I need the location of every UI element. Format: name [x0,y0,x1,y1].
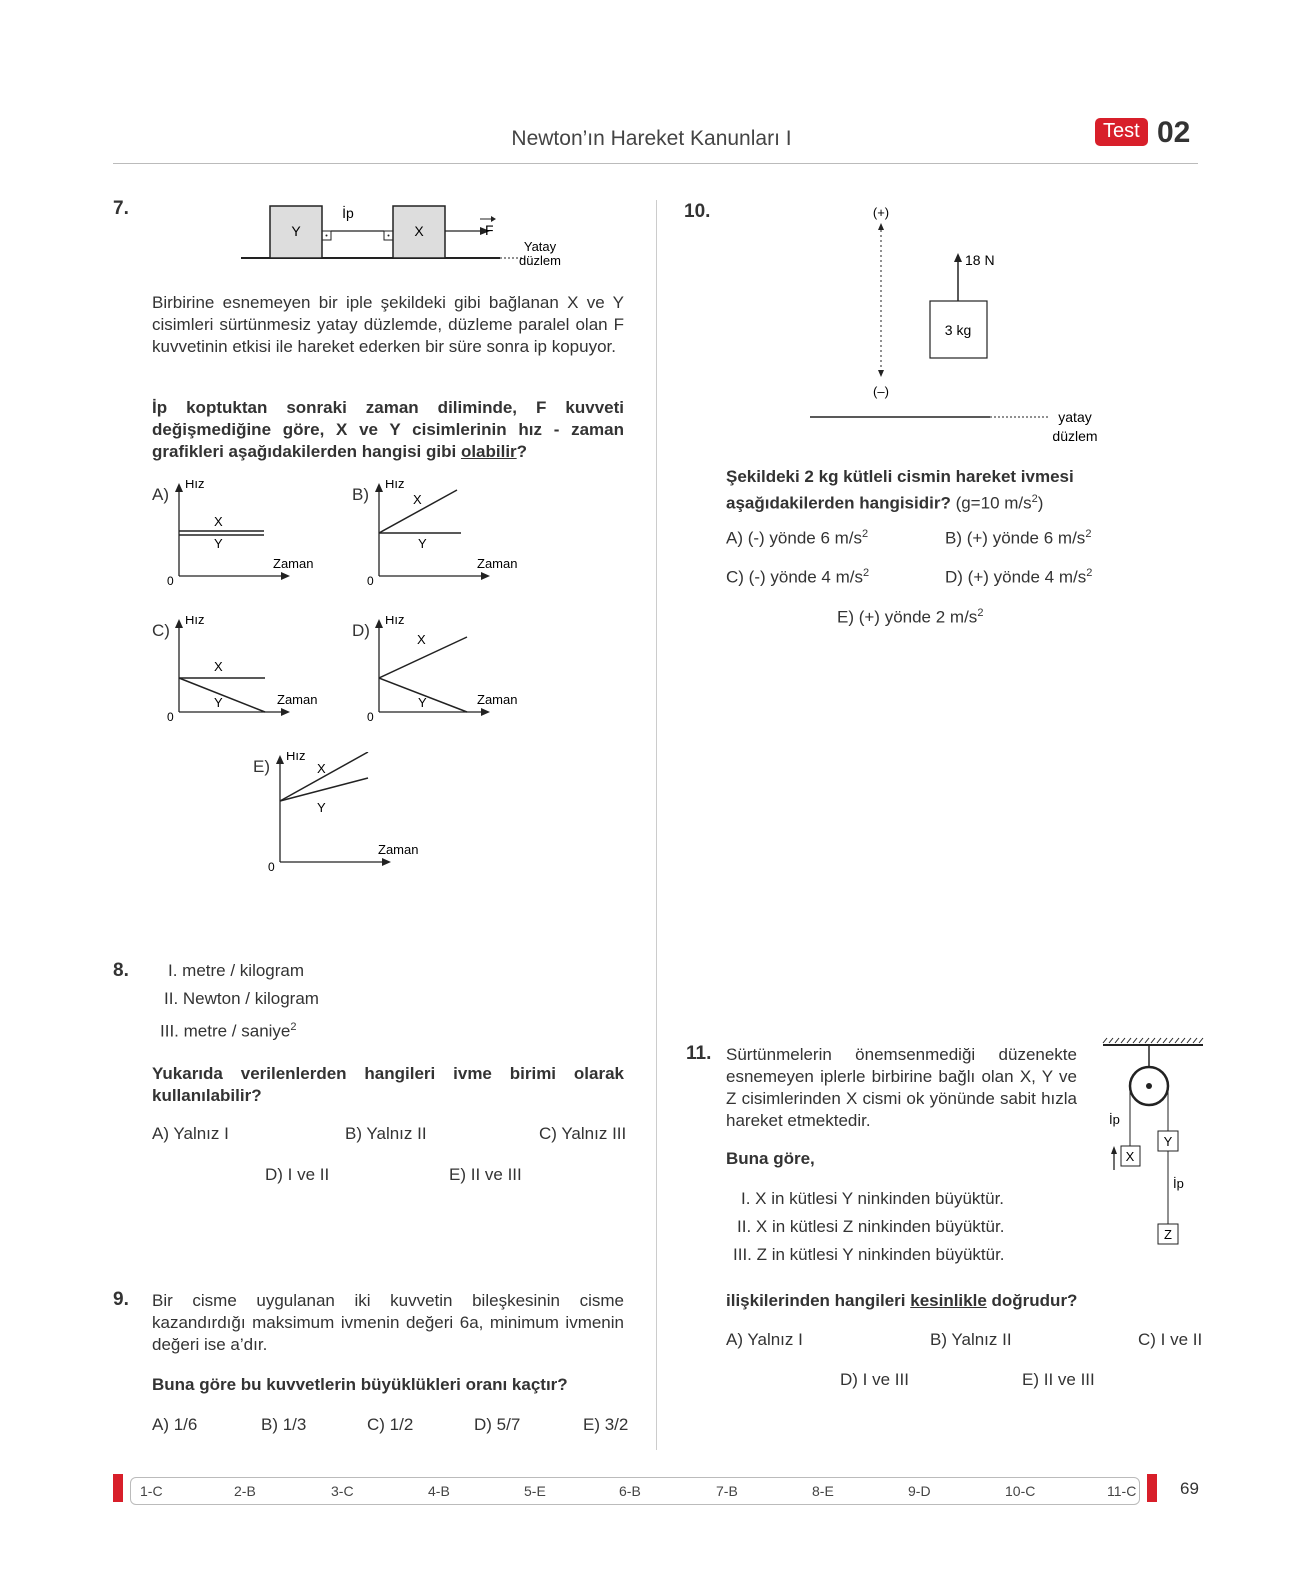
line-label-x: X [214,659,223,674]
answer-7: 7-B [716,1483,738,1499]
answer-5: 5-E [524,1483,546,1499]
q10-force-label: 18 N [965,252,995,268]
line-label-y: Y [418,536,427,551]
q8-option-b[interactable]: B) Yalnız II [345,1124,427,1143]
q8-option-d[interactable]: D) I ve II [265,1165,330,1184]
header-divider [113,163,1198,164]
test-number: 02 [1157,116,1191,149]
q7-plane-label-1: Yatay [523,239,557,254]
q10-option-e[interactable]: E) (+) yönde 2 $m/s^2$ [837,607,984,627]
q7-graph-d [365,616,535,731]
origin-label: 0 [367,574,374,588]
q9-question: Buna göre bu kuvvetlerin büyüklükleri oranı kaçtır? [152,1375,568,1394]
origin-label: 0 [167,574,174,588]
q10-plus-label: (+) [872,205,890,220]
axis-label-y: Hız [185,480,205,491]
line-label-x: X [214,514,223,529]
axis-label-x: Zaman [277,692,318,707]
answer-6: 6-B [619,1483,641,1499]
q7-option-d[interactable]: D) [352,621,370,640]
q11-item-2: II. X in kütlesi Z ninkinden büyüktür. [737,1217,1005,1236]
axis-label-x: Zaman [477,692,518,707]
answer-8: 8-E [812,1483,834,1499]
q10-figure [805,200,1105,450]
q9-option-a[interactable]: A) 1/6 [152,1415,198,1434]
q10-plane-label-2: düzlem [1052,428,1098,444]
q7-block-y-label: Y [291,223,301,239]
q8-question: Yukarıda verilenlerden hangileri ivme birimi olarak kullanılabilir? [152,1064,624,1105]
answer-1: 1-C [140,1483,163,1499]
q9-option-b[interactable]: B) 1/3 [261,1415,307,1434]
q7-option-b[interactable]: B) [352,485,369,504]
q9-number: 9. [113,1289,129,1310]
q11-question: ilişkilerinden hangileri kesinlikle doğrudur? [726,1291,1078,1310]
q10-plane-label-1: yatay [1058,409,1092,425]
q9-option-e[interactable]: E) 3/2 [583,1415,629,1434]
q9-option-d[interactable]: D) 5/7 [474,1415,521,1434]
q10-option-a[interactable]: A) (-) yönde 6 $m/s^2$ [726,528,869,548]
origin-label: 0 [167,710,174,724]
page-number: 69 [1180,1479,1199,1498]
axis-label-y: Hız [385,480,405,491]
answer-bar-accent-right [1147,1474,1157,1502]
q7-block-x-label: X [414,223,424,239]
q10-question: Şekildeki 2 kg kütleli cismin hareket ivmesi aşağıdakilerden hangisidir? (g=10 $m/s^2$) [726,467,1074,513]
q11-option-a[interactable]: A) Yalnız I [726,1330,803,1349]
q11-stem: Sürtünmelerin önemsenmediği düzenekte esnemeyen iplerle birbirine bağlı olan X, Y ve Z cisimlerinden X cismi ok yönünde sabit hızla hareket etmektedir. [726,1045,1077,1130]
axis-label-x: Zaman [378,842,419,857]
q11-block-x: X [1125,1149,1135,1164]
q11-number: 11. [686,1043,712,1064]
line-label-y: Y [317,800,326,815]
q8-item-1: I. metre / kilogram [168,961,305,980]
line-label-x: X [413,492,422,507]
answer-3: 3-C [331,1483,354,1499]
origin-label: 0 [367,710,374,724]
q11-option-b[interactable]: B) Yalnız II [930,1330,1012,1349]
line-label-y: Y [418,695,427,710]
q11-option-c[interactable]: C) I ve II [1138,1330,1203,1349]
axis-label-y: Hız [286,752,306,763]
answer-bar-accent-left [113,1474,123,1502]
q8-option-e[interactable]: E) II ve III [449,1165,522,1184]
answer-9: 9-D [908,1483,931,1499]
q7-option-c[interactable]: C) [152,621,170,640]
q8-option-c[interactable]: C) Yalnız III [539,1124,627,1143]
q11-item-3: III. Z in kütlesi Y ninkinden büyüktür. [733,1245,1005,1264]
q11-rope-label-2: İp [1173,1176,1184,1191]
test-badge: Test [1095,118,1148,146]
q8-item-2: II. Newton / kilogram [164,989,319,1008]
q7-force-label: F [485,222,494,238]
q11-block-z: Z [1164,1227,1172,1242]
axis-label-y: Hız [185,616,205,627]
q11-rope-label-1: İp [1109,1112,1120,1127]
axis-label-y: Hız [385,616,405,627]
q7-option-e[interactable]: E) [253,757,270,776]
q7-graph-e [266,752,436,877]
q7-graph-b [365,480,535,595]
q7-number: 7. [113,198,129,219]
q9-stem: Bir cisme uygulanan iki kuvvetin bileşkesinin cisme kazandırdığı maksimum ivmenin değeri 6a, minimum ivmenin değeri ise a’dır. [152,1291,624,1354]
axis-label-x: Zaman [477,556,518,571]
q9-option-c[interactable]: C) 1/2 [367,1415,414,1434]
answer-2: 2-B [234,1483,256,1499]
q7-stem: Birbirine esnemeyen bir iple şekildeki gibi bağlanan X ve Y cisimleri sürtünmesiz yatay düzlemde, düzleme paralel olan F kuvvetinin etkisi ile hareket ederken bir süre sonra ip kopuyor. [152,293,624,356]
line-label-x: X [417,632,426,647]
page-title: Newton’ın Hareket Kanunları I [511,127,792,150]
q7-graph-a [165,480,335,595]
q7-option-a[interactable]: A) [152,485,169,504]
q8-option-a[interactable]: A) Yalnız I [152,1124,229,1143]
line-label-y: Y [214,695,223,710]
q11-option-e[interactable]: E) II ve III [1022,1370,1095,1389]
q10-number: 10. [684,201,711,222]
q10-option-b[interactable]: B) (+) yönde 6 $m/s^2$ [945,528,1092,548]
q10-option-d[interactable]: D) (+) yönde 4 $m/s^2$ [945,567,1093,587]
q11-block-y: Y [1163,1134,1173,1149]
column-divider [656,200,657,1450]
q7-plane-label-2: düzlem [519,253,561,268]
answer-10: 10-C [1005,1483,1036,1499]
q7-rope-label: İp [342,205,354,221]
answer-11: 11-C [1107,1483,1137,1499]
q8-number: 8. [113,960,129,981]
q8-item-3: III. metre / saniye$^2$ [160,1021,297,1041]
q7-figure [235,198,575,273]
q7-graph-c [165,616,335,731]
q10-option-c[interactable]: C) (-) yönde 4 $m/s^2$ [726,567,870,587]
line-label-y: Y [214,536,223,551]
q11-lead: Buna göre, [726,1149,815,1168]
q11-option-d[interactable]: D) I ve III [840,1370,909,1389]
q10-mass-label: 3 kg [944,322,972,338]
axis-label-x: Zaman [273,556,314,571]
q10-minus-label: (–) [873,384,889,399]
origin-label: 0 [268,860,275,874]
line-label-x: X [317,761,326,776]
answer-4: 4-B [428,1483,450,1499]
q11-figure [1095,1030,1215,1255]
q7-question: İp koptuktan sonraki zaman diliminde, F kuvveti değişmediğine göre, X ve Y cisimlerinin hız - zaman grafikleri aşağıdakilerden hangisi gibi olabilir? [152,398,624,461]
q11-item-1: I. X in kütlesi Y ninkinden büyüktür. [741,1189,1005,1208]
